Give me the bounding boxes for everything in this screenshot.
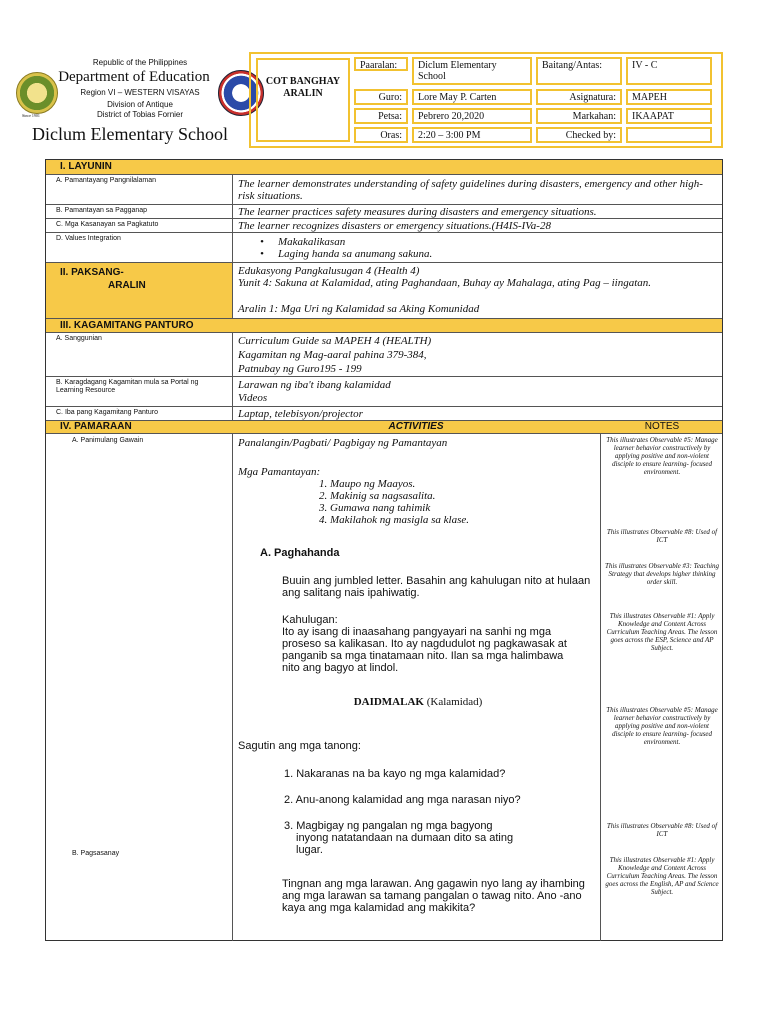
label-sanggunian: A. Sanggunian (56, 335, 102, 342)
values-list (278, 236, 678, 260)
kahulugan-title: Kahulugan: (282, 614, 338, 626)
school-name: Diclum Elementary School (32, 124, 228, 144)
section-paksang-aralin-header (46, 263, 232, 319)
note-observable-5: This illustrates Observable #5: Manage learner behavior constructively by applying positive and non-violent disciple to ensure learning- focused environment. (606, 436, 718, 476)
label-pamantayan-pagganap: B. Pamantayan sa Pagganap (56, 207, 148, 214)
note-observable-3: This illustrates Observable #3: Teaching Strategy that develops higher thinking order skill. (604, 562, 720, 586)
guro-value: Lore May P. Carten (412, 89, 532, 105)
row-kasanayan (46, 218, 722, 232)
jumbled-word-answer: (Kalamidad) (423, 696, 483, 708)
jumbled-instructions: Buuin ang jumbled letter. Basahin ang kahulugan nito at hulaan ang salitang nais ipahiwatig. (282, 575, 591, 599)
row-values (46, 232, 722, 262)
row-iba-pang-kagamitan (46, 406, 722, 420)
petsa-value: Pebrero 20,2020 (412, 108, 532, 124)
guro-label: Guro: (354, 89, 408, 105)
pamantayan-item: 4. Makilahok ng masigla sa klase. (330, 514, 590, 526)
karagdagang-line-1: Larawan ng iba't ibang kalamidad (238, 379, 391, 391)
values-item: • Laging handa sa anumang sakuna. (278, 248, 678, 260)
jumbled-word (238, 696, 598, 708)
paksang-line-2: Yunit 4: Sakuna at Kalamidad, ating Paghandaan, Buhay ay Mahalaga, ating Pag – iingatan. (238, 277, 651, 289)
label-values: D. Values Integration (56, 235, 121, 242)
pamantayan-list (310, 478, 590, 526)
oras-label: Oras: (354, 127, 408, 143)
markahan-value: IKAAPAT (626, 108, 712, 124)
paaralan-label: Paaralan: (354, 57, 408, 71)
label-pamantayang-pangnilalaman: A. Pamantayang Pangnilalaman (56, 177, 157, 184)
row-paksang-aralin (46, 262, 722, 318)
pamantayan-title: Mga Pamantayan: (238, 466, 321, 478)
row-sanggunian (46, 332, 722, 376)
republic-text: Republic of the Philippines (92, 58, 188, 67)
baitang-label: Baitang/Antas: (536, 57, 622, 85)
values-item: • Makakalikasan (278, 236, 678, 248)
note-observable-8: This illustrates Observable #8: Used of ICT (606, 528, 718, 544)
oras-value: 2:20 – 3:00 PM (412, 127, 532, 143)
petsa-label: Petsa: (354, 108, 408, 124)
question-1: 1. Nakaranas na ba kayo ng mga kalamidad? (284, 768, 506, 780)
label-pagsasanay: B. Pagsasanay (72, 850, 120, 857)
karagdagang-line-2: Videos (238, 392, 268, 404)
department-title: Department of Education (58, 69, 210, 85)
district-text: District of Tobias Fornier (96, 110, 184, 119)
label-karagdagang-kagamitan: B. Karagdagang Kagamitan mula sa Portal ng Learning Resource (56, 379, 199, 394)
asignatura-label: Asignatura: (536, 89, 622, 105)
paghahanda-heading: A. Paghahanda (260, 547, 340, 559)
sanggunian-line-3: Patnubay ng Guro195 - 199 (238, 363, 362, 375)
cot-title: COT BANGHAY ARALIN (256, 58, 350, 142)
paksang-title-2: ARALIN (108, 280, 146, 291)
opening-text: Panalangin/Pagbati/ Pagbigay ng Pamantayan (238, 437, 448, 449)
section-kagamitan-header: III. KAGAMITANG PANTURO (46, 318, 722, 332)
pamantayan-item: 2. Makinig sa nagsasalita. (330, 490, 590, 502)
question-2: 2. Anu-anong kalamidad ang mga narasan niyo? (284, 794, 521, 806)
section-pamaraan-header (46, 420, 722, 433)
text-kasanayan: The learner recognizes disasters or emergency situations.(H4IS-IVa-28 (238, 220, 551, 232)
checked-value (626, 127, 712, 143)
region-text: Region VI – WESTERN VISAYAS (80, 88, 200, 97)
paksang-line-1: Edukasyong Pangkalusugan 4 (Health 4) (238, 265, 420, 277)
label-panimulang-gawain: A. Panimulang Gawain (72, 437, 144, 444)
baitang-value: IV - C (626, 57, 712, 85)
lesson-plan-table (45, 159, 723, 941)
checked-label: Checked by: (536, 127, 622, 143)
label-iba-pang-kagamitan: C. Iba pang Kagamitang Panturo (56, 409, 158, 416)
sagutin-text: Sagutin ang mga tanong: (238, 740, 361, 752)
pamantayan-item: 1. Maupo ng Maayos. (330, 478, 590, 490)
markahan-label: Markahan: (536, 108, 622, 124)
row-karagdagang-kagamitan (46, 376, 722, 406)
question-3: 3. Magbigay ng pangalan ng mga bagyong inyong natatandaan na dumaan dito sa ating lugar. (284, 820, 514, 856)
jumbled-word-letters: DAIDMALAK (353, 696, 424, 708)
row-pamantayan-pagganap (46, 204, 722, 218)
activities-header: ACTIVITIES (388, 421, 444, 432)
note-observable-1b: This illustrates Observable #1: Apply Knowledge and Content Across Curriculum Teaching Areas. The lesson goes across the English, AP and Science Subject. (605, 856, 719, 896)
division-text: Division of Antique (107, 100, 173, 109)
note-observable-1: This illustrates Observable #1: Apply Knowledge and Content Across Curriculum Teaching Areas. The lesson goes across the ESP, Science and AP Subject. (606, 612, 718, 652)
iba-pang-kagamitan-text: Laptap, telebisyon/projector (238, 408, 363, 420)
note-observable-8b: This illustrates Observable #8: Used of ICT (606, 822, 718, 838)
tingnan-text: Tingnan ang mga larawan. Ang gagawin nyo lang ay ihambing ang mga larawan sa tamang pangalan o tawag nito. Ano -ano kaya ang mga kalamidad ang makikita? (282, 878, 585, 914)
row-pamantayang-pangnilalaman (46, 174, 722, 204)
paksang-title-1: II. PAKSANG- (60, 267, 124, 278)
note-observable-5b: This illustrates Observable #5: Manage learner behavior constructively by applying positive and non-violent disciple to ensure learning- focused environment. (606, 706, 718, 746)
kahulugan-text: Ito ay isang di inaasahang pangyayari na sanhi ng mga proseso sa kalikasan. Ito ay nagdudulot ng pagkawasak at panganib sa mga tinatamaan nito. Ilan sa mga halimbawa nito ang bagyo at lindol. (282, 626, 567, 674)
row-pamaraan-body (46, 433, 722, 941)
sanggunian-line-1: Curriculum Guide sa MAPEH 4 (HEALTH) (238, 335, 432, 347)
paksang-line-3: Aralin 1: Mga Uri ng Kalamidad sa Aking Komunidad (238, 303, 480, 315)
notes-header: NOTES (644, 421, 680, 432)
asignatura-value: MAPEH (626, 89, 712, 105)
pamaraan-title: IV. PAMARAAN (60, 421, 132, 432)
text-pamantayan-pagganap: The learner practices safety measures during disasters and emergency situations. (238, 206, 597, 218)
label-kasanayan: C. Mga Kasanayan sa Pagkatuto (56, 221, 159, 228)
sanggunian-line-2: Kagamitan ng Mag-aaral pahina 379-384, (238, 349, 427, 361)
section-layunin-header: I. LAYUNIN (46, 160, 722, 174)
paaralan-value: Diclum Elementary School (412, 57, 532, 85)
seal-founded-text: Since 1901 (22, 113, 40, 118)
pamantayan-item: 3. Gumawa nang tahimik (330, 502, 590, 514)
text-pamantayang-pangnilalaman: The learner demonstrates understanding of safety guidelines during disasters, emergency and other high-risk situations. (238, 178, 703, 202)
